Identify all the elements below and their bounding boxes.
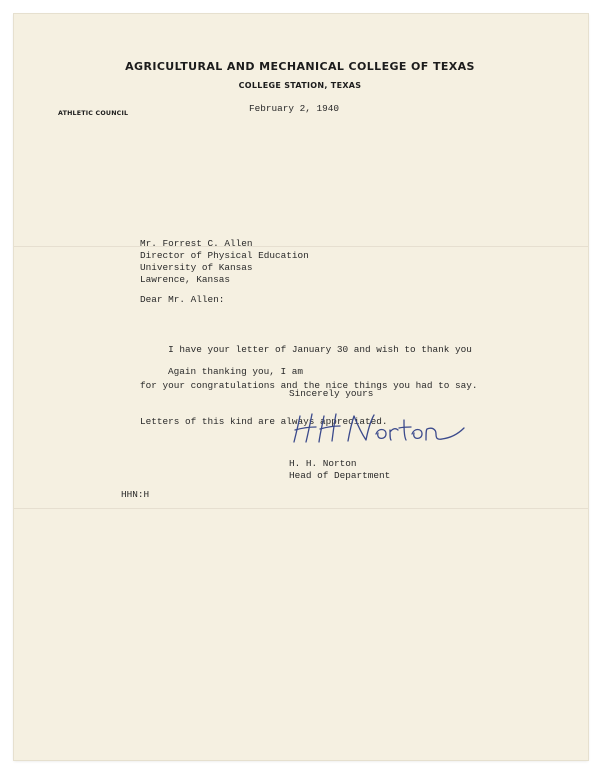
letter-date: February 2, 1940 xyxy=(249,103,340,114)
recipient-address xyxy=(140,238,309,286)
fold-line xyxy=(14,508,588,509)
recipient-line: University of Kansas xyxy=(140,262,253,273)
recipient-line: Mr. Forrest C. Allen xyxy=(140,238,253,249)
closing-paragraph: Again thanking you, I am xyxy=(168,366,304,377)
recipient-line: Lawrence, Kansas xyxy=(140,274,231,285)
letterhead-location: COLLEGE STATION, TEXAS xyxy=(238,81,362,90)
body-line: Letters of this kind are always appreciated. xyxy=(140,416,388,427)
reference-initials: HHN:H xyxy=(121,489,150,500)
salutation: Dear Mr. Allen: xyxy=(140,294,225,305)
body-line: for your congratulations and the nice things you had to say. xyxy=(140,380,478,391)
signer-name: H. H. Norton xyxy=(289,458,357,469)
signer-title: Head of Department xyxy=(289,470,391,481)
recipient-line: Director of Physical Education xyxy=(140,250,309,261)
signer-block xyxy=(289,458,390,482)
complimentary-close: Sincerely yours xyxy=(289,388,374,399)
letterhead-department: ATHLETIC COUNCIL xyxy=(58,110,129,117)
handwritten-signature xyxy=(292,408,472,448)
body-line: I have your letter of January 30 and wish to thank you xyxy=(140,344,472,355)
letterhead-institution: AGRICULTURAL AND MECHANICAL COLLEGE OF TEXAS xyxy=(125,60,475,73)
